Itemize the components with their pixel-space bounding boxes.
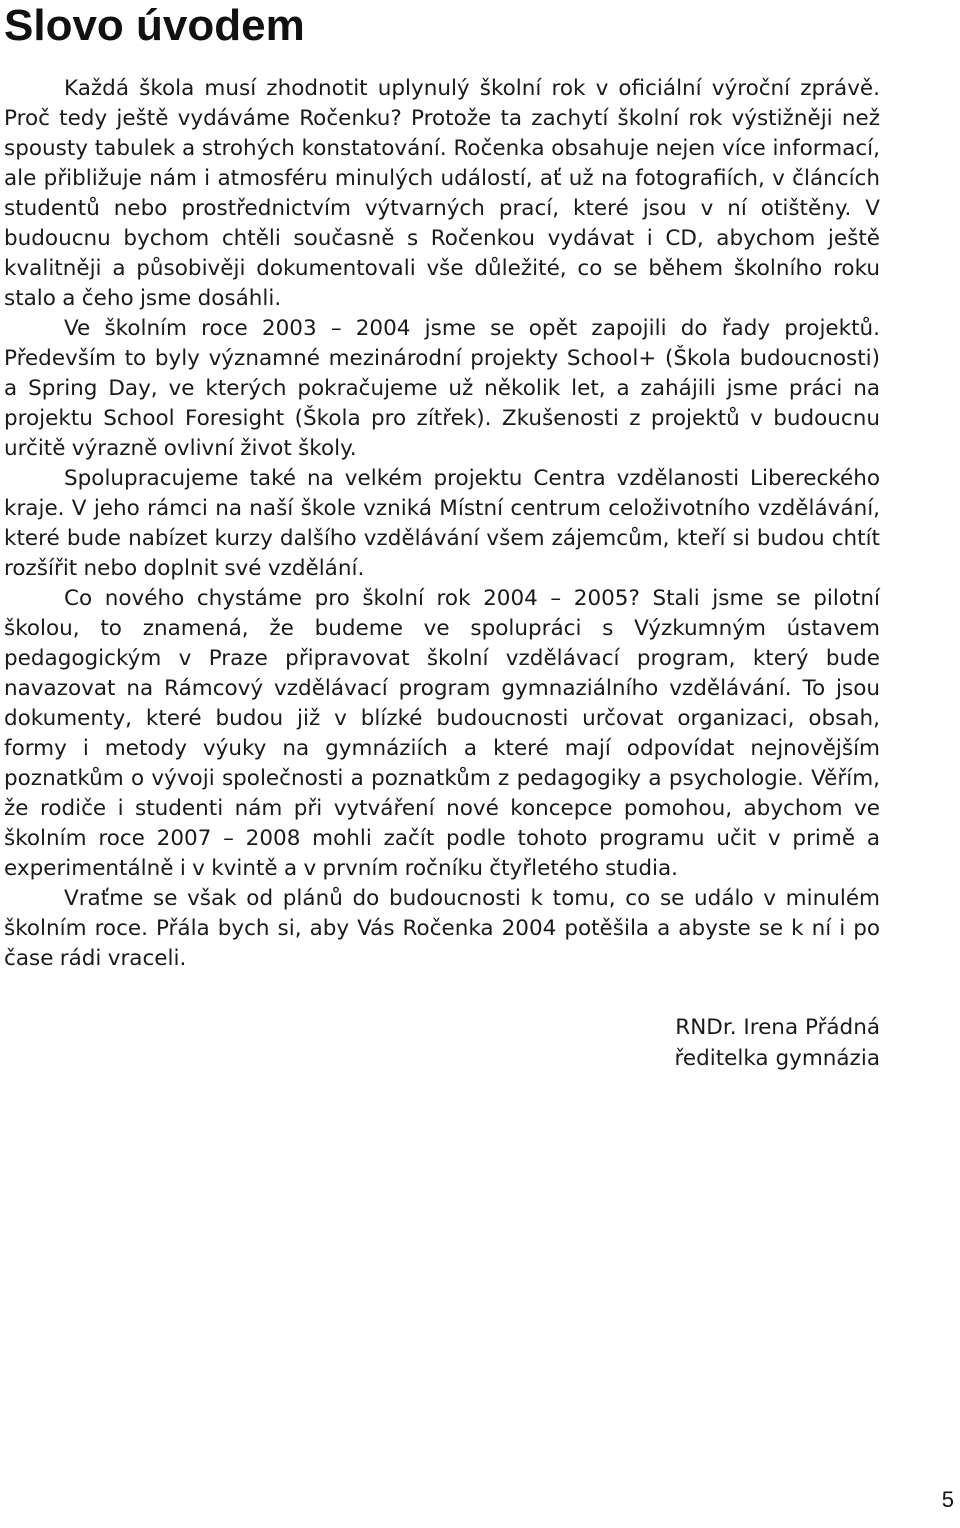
signature-name: RNDr. Irena Přádná [675,1015,880,1040]
paragraph-1: Každá škola musí zhodnotit uplynulý školní rok v oficiální výroční zprávě. Proč tedy ještě vydáváme Ročenku? Protože ta zachytí školní rok výstižněji než spousty tabulek a strohých konstatování. Ročenka obsahuje nejen více informací, ale přibližuje nám i atmosféru minulých událostí, ať už na fotografiích, v článcích studentů nebo prostřednictvím výtvarných prací, které jsou v ní otištěny. V budoucnu bychom chtěli současně s Ročenkou vydávat i CD, abychom ještě kvalitněji a působivěji dokumentovali vše důležité, co se během školního roku stalo a čeho jsme dosáhli. [4,76,880,311]
paragraph-4: Co nového chystáme pro školní rok 2004 – 2005? Stali jsme se pilotní školou, to znamená, že budeme ve spolupráci s Výzkumným ústavem pedagogickým v Praze připravovat školní vzdělávací program, který bude navazovat na Rámcový vzdělávací program gymnaziálního vzdělávání. To jsou dokumenty, které budou již v blízké budoucnosti určovat organizaci, obsah, formy i metody výuky na gymnáziích a které mají odpovídat nejnovějším poznatkům o vývoji společnosti a poznatkům z pedagogiky a psychologie. Věřím, že rodiče i studenti nám při vytváření nové koncepce pomohou, abychom ve školním roce 2007 – 2008 mohli začít podle tohoto programu učit v primě a experimentálně i v kvintě a v prvním ročníku čtyřletého studia. [4,586,880,881]
paragraph-3: Spolupracujeme také na velkém projektu Centra vzdělanosti Libereckého kraje. V jeho rámci na naší škole vzniká Místní centrum celoživotního vzdělávání, které bude nabízet kurzy dalšího vzdělávání všem zájemcům, kteří si budou chtít rozšířit nebo doplnit své vzdělání. [4,466,880,581]
paragraph-2: Ve školním roce 2003 – 2004 jsme se opět zapojili do řady projektů. Především to byly významné mezinárodní projekty School+ (Škola budoucnosti) a Spring Day, ve kterých pokračujeme už několik let, a zahájili jsme práci na projektu School Foresight (Škola pro zítřek). Zkušenosti z projektů v budoucnu určitě výrazně ovlivní život školy. [4,316,880,461]
signature-role: ředitelka gymnázia [674,1046,880,1071]
paragraph-5: Vraťme se však od plánů do budoucnosti k tomu, co se událo v minulém školním roce. Přála bych si, aby Vás Ročenka 2004 potěšila a abyste se k ní i po čase rádi vraceli. [4,886,880,971]
body-text [4,74,880,974]
page-title: Slovo úvodem [4,1,305,50]
page-number: 5 [941,1487,954,1512]
signature-block [675,1012,880,1074]
